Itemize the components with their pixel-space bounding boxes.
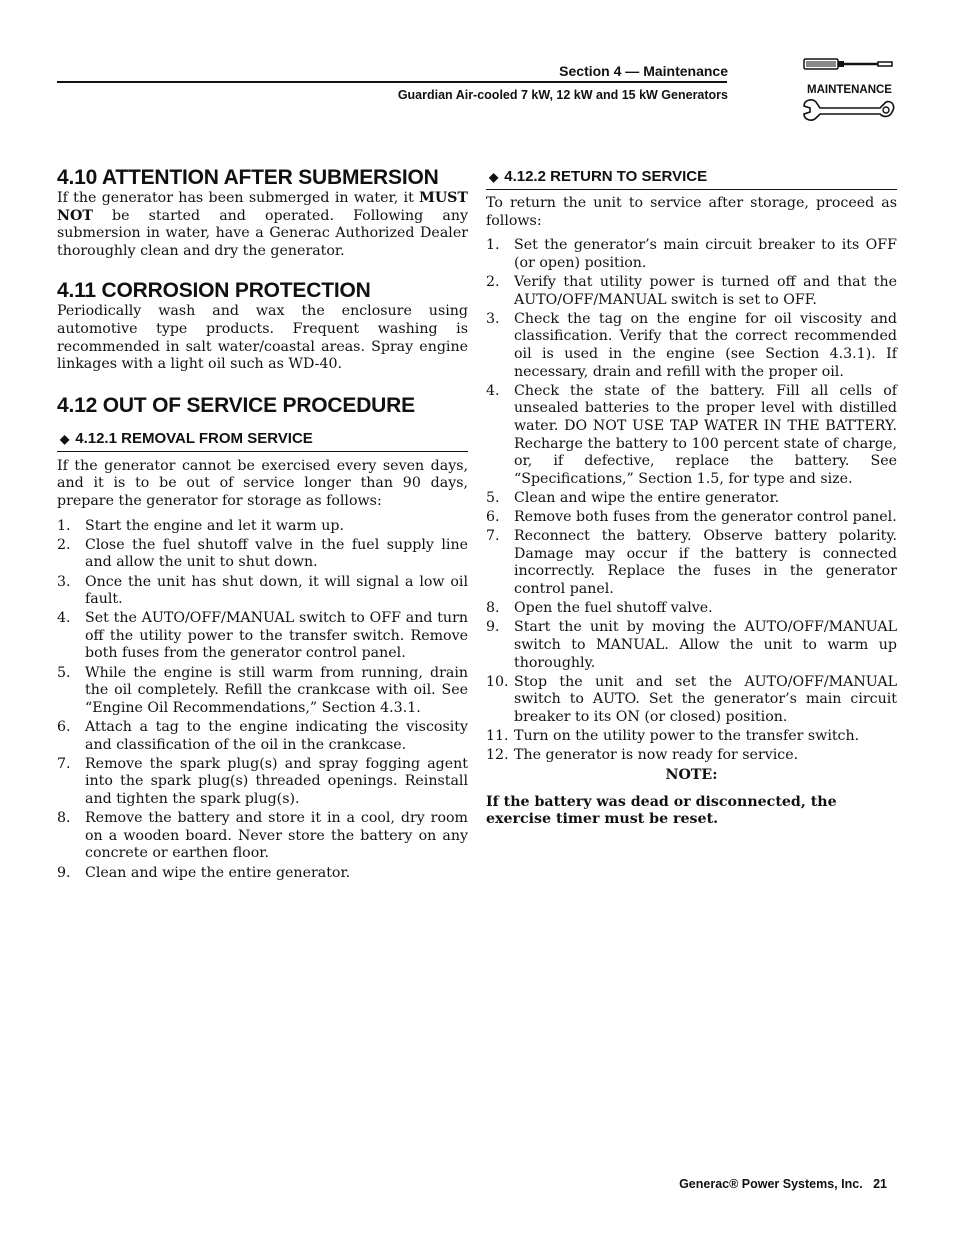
step-text: Stop the unit and set the AUTO/OFF/MANUAL switch to AUTO. Set the generator’s main circuit breaker to its ON (or closed) position. [514, 673, 897, 725]
step-item [486, 237, 897, 272]
section-4-12-title: 4.12 OUT OF SERVICE PROCEDURE [57, 393, 415, 417]
step-number: 5. [57, 664, 71, 681]
step-number: 6. [486, 509, 500, 526]
diamond-bullet-icon: ◆ [489, 170, 499, 184]
step-item [57, 518, 468, 536]
step-text: Reconnect the battery. Observe battery polarity. Damage may occur if the battery is connected incorrectly. Replace the fuses in the generator control panel. [514, 528, 897, 598]
step-number: 1. [486, 237, 500, 254]
step-number: 9. [57, 864, 71, 881]
step-item [57, 810, 468, 863]
step-text: Clean and wipe the entire generator. [514, 489, 780, 506]
step-text: Set the generator’s main circuit breaker to its OFF (or open) position. [514, 237, 897, 271]
step-text: Start the engine and let it warm up. [85, 517, 344, 534]
step-item [57, 574, 468, 609]
step-text: Turn on the utility power to the transfer switch. [514, 728, 860, 745]
subsection-return-label: 4.12.2 RETURN TO SERVICE [504, 168, 708, 185]
step-number: 8. [486, 600, 500, 617]
step-text: While the engine is still warm from running, drain the oil completely. Refill the crankcase with oil. See “Engine Oil Recommendations,” Section 4.3.1. [85, 664, 468, 716]
step-item [486, 600, 897, 618]
step-text: Check the state of the battery. Fill all cells of unsealed batteries to the proper level with distilled water. DO NOT USE TAP WATER IN THE BATTERY. Recharge the battery to 100 percent state of charge, or, if defective, replace the battery. See “Specifications,” Section 1.5, for type and size. [514, 382, 897, 487]
return-steps-list [486, 237, 897, 765]
step-number: 2. [57, 536, 71, 553]
return-intro: To return the unit to service after storage, proceed as follows: [486, 195, 897, 229]
step-number: 2. [486, 273, 500, 290]
header-section-title: Section 4 — Maintenance [559, 63, 728, 79]
step-item [57, 610, 468, 663]
step-text: Remove the spark plug(s) and spray fogging agent into the spark plug(s) threaded openings. Reinstall and tighten the spark plug(s). [85, 755, 468, 807]
diamond-bullet-icon: ◆ [60, 431, 70, 446]
step-item [486, 509, 897, 527]
step-number: 8. [57, 810, 71, 827]
step-text: Set the AUTO/OFF/MANUAL switch to OFF and turn off the utility power to the transfer switch. Remove both fuses from the generator control panel. [85, 610, 468, 662]
step-text: Attach a tag to the engine indicating the viscosity and classification of the oil in the crankcase. [85, 719, 468, 753]
step-item [486, 747, 897, 765]
step-number: 11. [486, 728, 509, 745]
note-label: NOTE: [665, 766, 718, 783]
step-text: Start the unit by moving the AUTO/OFF/MANUAL switch to MANUAL. Allow the unit to warm up thoroughly. [514, 619, 897, 671]
header-subtitle: Guardian Air-cooled 7 kW, 12 kW and 15 kW Generators [397, 88, 728, 102]
step-item [57, 756, 468, 809]
section-4-11-body: Periodically wash and wax the enclosure using automotive type products. Frequent washing is recommended in salt water/coastal areas. Spray engine linkages with a light oil such as WD-40. [57, 303, 468, 373]
step-number: 3. [486, 310, 500, 327]
step-number: 1. [57, 517, 71, 534]
step-text: Close the fuel shutoff valve in the fuel supply line and allow the unit to shut down. [85, 536, 468, 571]
step-text: The generator is now ready for service. [514, 747, 799, 764]
subsection-return-title [486, 167, 897, 190]
step-text: Remove the battery and store it in a cool, dry room on a wooden board. Never store the battery on any concrete or earthen floor. [85, 810, 468, 862]
step-number: 7. [486, 528, 500, 545]
step-number: 3. [57, 573, 71, 590]
removal-intro: If the generator cannot be exercised every seven days, and it is to be out of service longer than 90 days, prepare the generator for storage as follows: [57, 457, 468, 509]
section-4-10-text-b: be started and operated. Following any submersion in water, have a Generac Authorized Dealer thoroughly clean and dry the generator. [57, 207, 468, 259]
maintenance-label: MAINTENANCE [807, 84, 892, 96]
section-4-10-title: 4.10 ATTENTION AFTER SUBMERSION [57, 166, 439, 189]
step-number: 5. [486, 489, 500, 506]
step-item [486, 311, 897, 381]
step-number: 4. [57, 610, 71, 627]
step-number: 7. [57, 755, 71, 772]
step-item [486, 619, 897, 672]
left-column [57, 166, 468, 884]
step-item [57, 665, 468, 718]
page-number: 21 [873, 1177, 887, 1191]
section-4-10-text-a: If the generator has been submerged in water, it [57, 190, 420, 206]
right-column [486, 167, 897, 829]
step-number: 12. [486, 747, 509, 764]
subsection-removal-label: 4.12.1 REMOVAL FROM SERVICE [75, 429, 313, 447]
note-body: If the battery was dead or disconnected, the exercise timer must be reset. [486, 793, 837, 828]
page-footer [679, 1177, 887, 1191]
step-item [57, 865, 468, 883]
step-text: Open the fuel shutoff valve. [514, 600, 713, 617]
step-text: Clean and wipe the entire generator. [85, 864, 351, 881]
step-text: Verify that utility power is turned off and that the AUTO/OFF/MANUAL switch is set to OFF. [514, 273, 897, 308]
section-4-10-body [57, 190, 468, 260]
step-item [57, 719, 468, 754]
subsection-removal-title [57, 429, 468, 452]
step-text: Remove both fuses from the generator control panel. [514, 509, 897, 526]
step-number: 4. [486, 382, 500, 399]
step-item [486, 674, 897, 727]
step-number: 10. [486, 673, 509, 690]
footer-company: Generac® Power Systems, Inc. [679, 1177, 863, 1191]
section-4-11-title: 4.11 CORROSION PROTECTION [57, 279, 371, 303]
step-item [486, 274, 897, 309]
step-text: Once the unit has shut down, it will signal a low oil fault. [85, 573, 468, 608]
step-item [57, 537, 468, 572]
header-rule [57, 81, 727, 83]
step-item [486, 728, 897, 746]
removal-steps-list [57, 518, 468, 883]
step-item [486, 490, 897, 508]
step-item [486, 528, 897, 598]
step-number: 6. [57, 719, 71, 736]
step-text: Check the tag on the engine for oil viscosity and classification. Verify that the correct recommended oil is used in the engine (see Section 4.3.1). If necessary, drain and refill with the proper oil. [514, 310, 897, 380]
section-4-10-emphasis: MUST NOT [57, 190, 468, 224]
step-number: 9. [486, 619, 500, 636]
step-item [486, 383, 897, 489]
